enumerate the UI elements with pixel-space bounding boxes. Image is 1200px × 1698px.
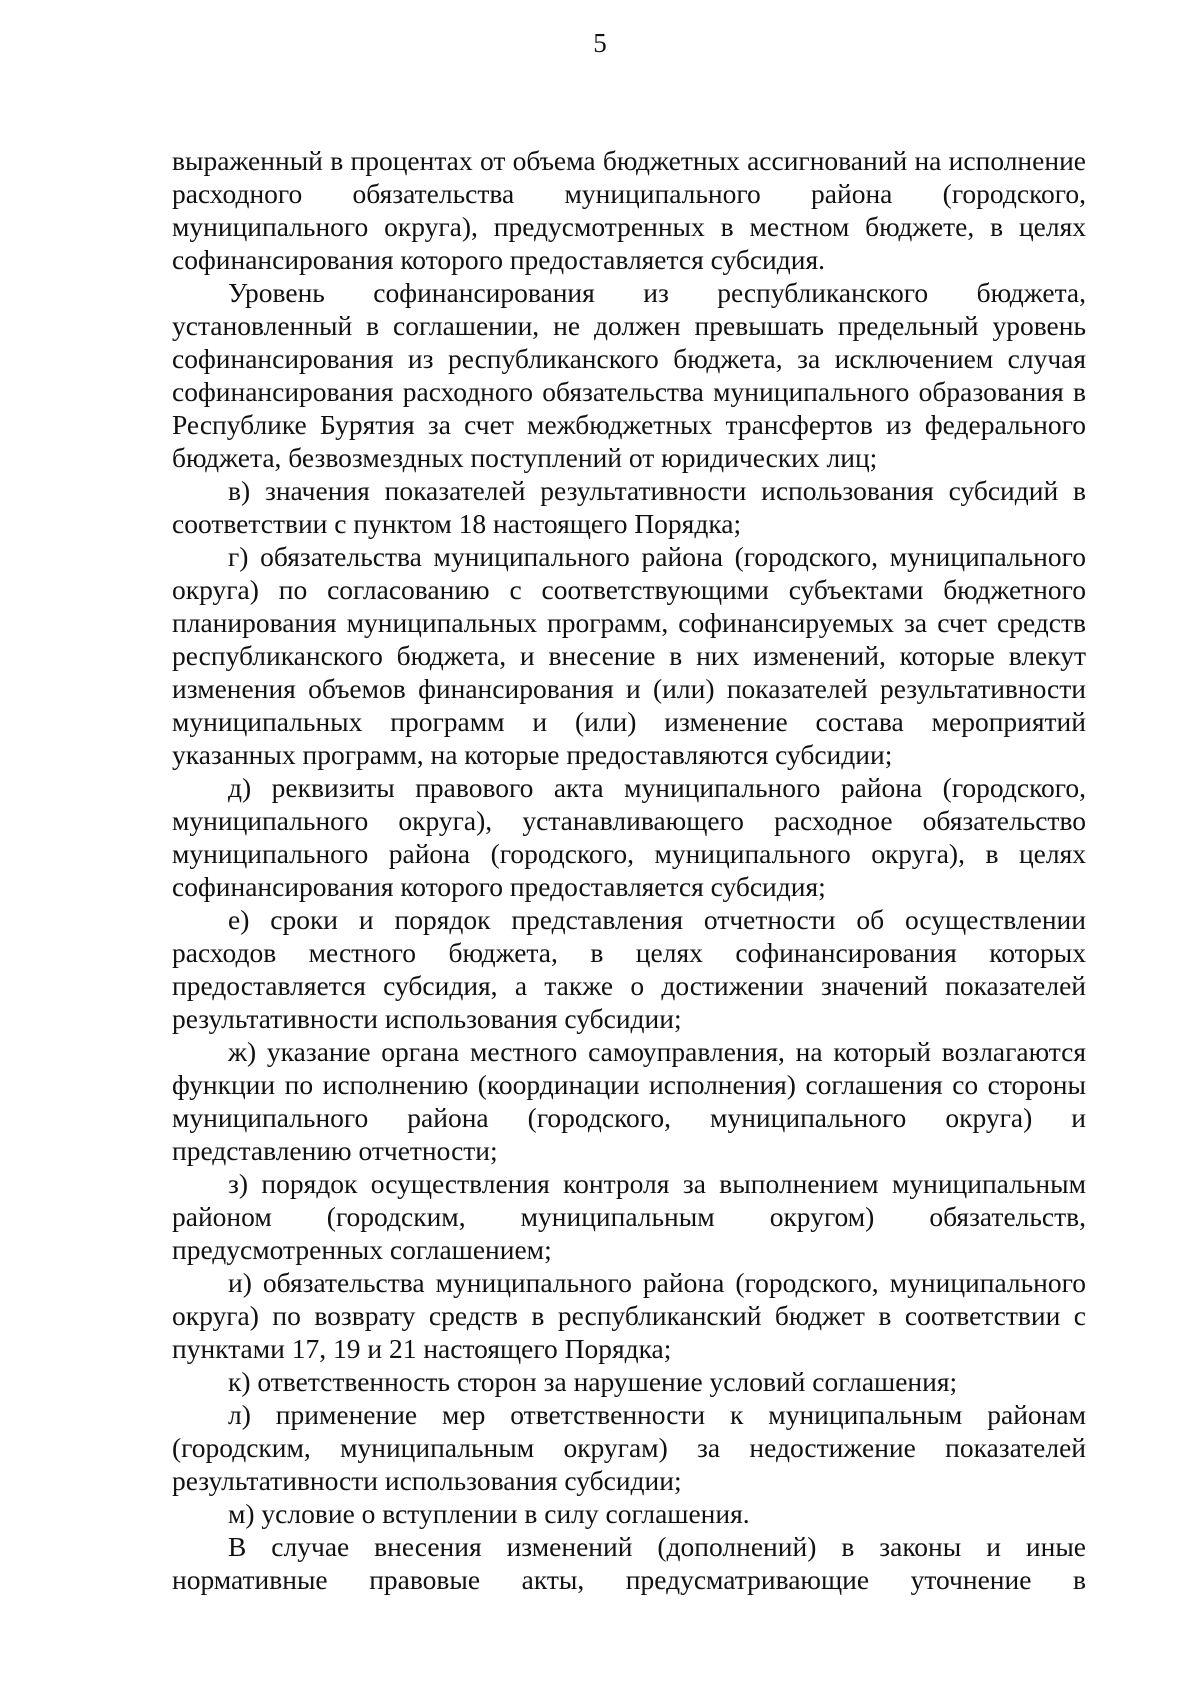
paragraph-item-g: г) обязательства муниципального района (городского, муниципального округа) по согласованию с соответствующими субъектами бюджетного планирования муниципальных программ, софинансируемых за счет средств республиканского бюджета, и внесение в них изменений, которые влекут изменения объемов финансирования и (или) показателей результативности муниципальных программ и (или) изменение состава мероприятий указанных программ, на которые предоставляются субсидии;: [172, 541, 1086, 770]
document-body: [172, 144, 1086, 1596]
paragraph-cofinancing-level: Уровень софинансирования из республиканского бюджета, установленный в соглашении, не должен превышать предельный уровень софинансирования из республиканского бюджета, за исключением случая софинансирования расходного обязательства муниципального образования в Республике Бурятия за счет межбюджетных трансфертов из федерального бюджета, безвозмездных поступлений от юридических лиц;: [172, 277, 1086, 473]
paragraph-item-l: л) применение мер ответственности к муниципальным районам (городским, муниципальным округам) за недостижение показателей результативности использования субсидии;: [172, 1399, 1086, 1496]
paragraph-item-zh: ж) указание органа местного самоуправления, на который возлагаются функции по исполнению (координации исполнения) соглашения со стороны муниципального района (городского, муниципального округа) и представлению отчетности;: [172, 1036, 1086, 1166]
paragraph-amendments: В случае внесения изменений (дополнений) в законы и иные нормативные правовые акты, предусматривающие уточнение в: [172, 1531, 1086, 1595]
paragraph-item-e: е) сроки и порядок представления отчетности об осуществлении расходов местного бюджета, в целях софинансирования которых предоставляется субсидия, а также о достижении значений показателей результативности использования субсидии;: [172, 904, 1086, 1034]
paragraph-item-k: к) ответственность сторон за нарушение условий соглашения;: [228, 1366, 958, 1397]
page-number: 5: [593, 28, 607, 58]
paragraph-item-i: и) обязательства муниципального района (городского, муниципального округа) по возврату средств в республиканский бюджет в соответствии с пунктами 17, 19 и 21 настоящего Порядка;: [172, 1267, 1086, 1364]
paragraph-item-m: м) условие о вступлении в силу соглашения.: [228, 1498, 750, 1529]
paragraph-item-z: з) порядок осуществления контроля за выполнением муниципальным районом (городским, муниципальным округом) обязательств, предусмотренных соглашением;: [172, 1168, 1086, 1265]
paragraph-item-d: д) реквизиты правового акта муниципального района (городского, муниципального округа), устанавливающего расходное обязательство муниципального района (городского, муниципального округа), в целях софинансирования которого предоставляется субсидия;: [172, 772, 1086, 902]
paragraph-intro-continuation: выраженный в процентах от объема бюджетных ассигнований на исполнение расходного обязательства муниципального района (городского, муниципального округа), предусмотренных в местном бюджете, в целях софинансирования которого предоставляется субсидия.: [172, 145, 1086, 275]
paragraph-item-v: в) значения показателей результативности использования субсидий в соответствии с пунктом 18 настоящего Порядка;: [172, 475, 1086, 539]
